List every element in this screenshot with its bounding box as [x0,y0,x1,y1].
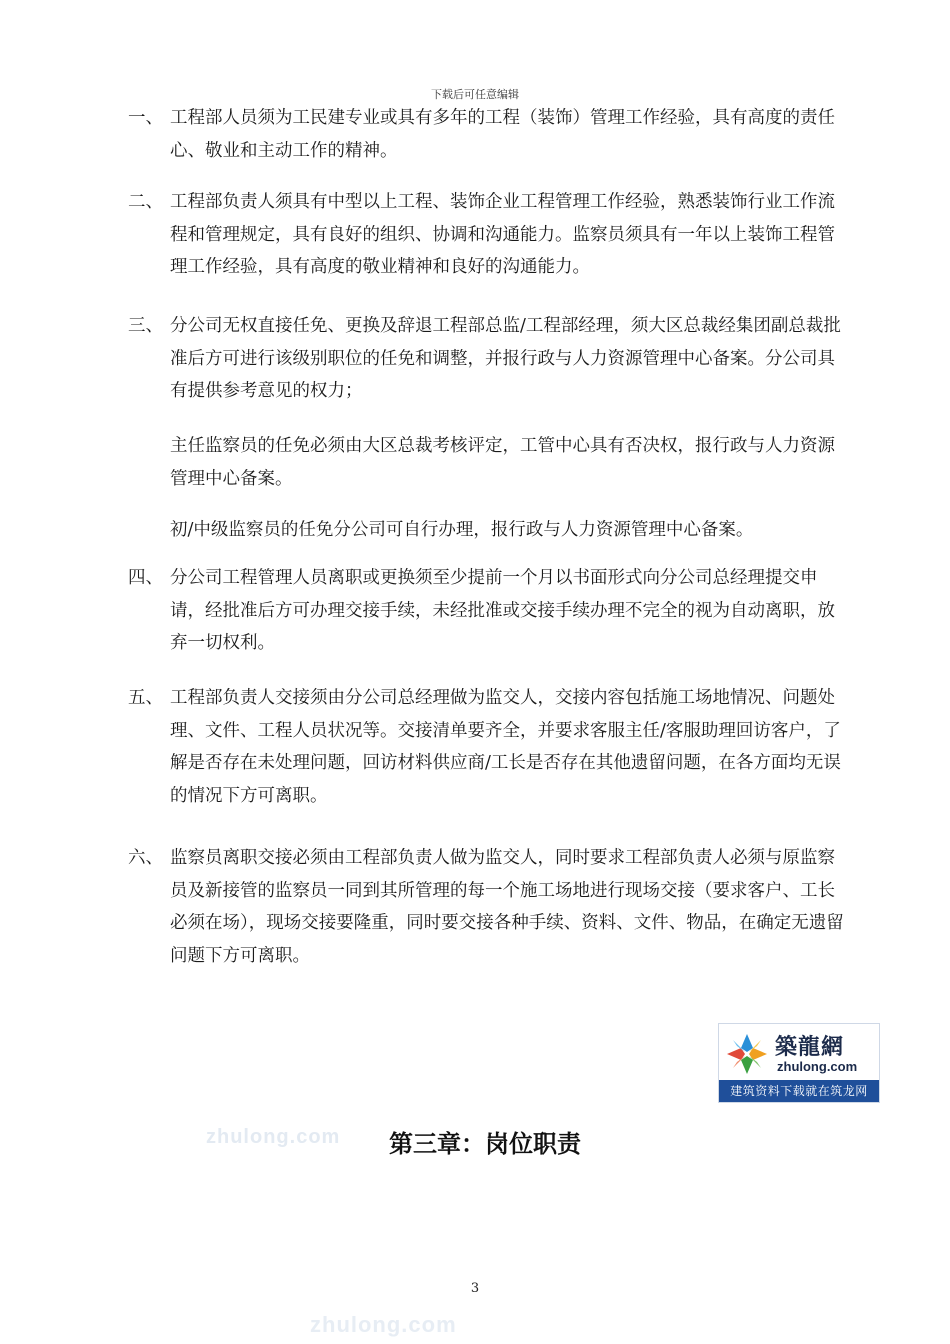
list-item [128,102,848,167]
logo-name: 築龍網 [775,1035,845,1060]
item-text: 分公司工程管理人员离职或更换须至少提前一个月以书面形式向分公司总经理提交申请，经批准后方可办理交接手续，未经批准或交接手续办理不完全的视为自动离职，放弃一切权利。 [170,568,835,653]
page-number: 3 [470,1281,480,1296]
sub-paragraph: 主任监察员的任免必须由大区总裁考核评定，工管中心具有否决权，报行政与人力资源管理中心备案。 [170,436,835,489]
item-number: 一、 [128,108,163,128]
item-number: 五、 [128,688,163,708]
list-item [128,186,848,284]
zhulong-mark-icon [725,1032,769,1076]
list-item [128,310,848,408]
item-text: 监察员离职交接必须由工程部负责人做为监交人，同时要求工程部负责人必须与原监察员及新接管的监察员一同到其所管理的每一个施工场地进行现场交接（要求客户、工长必须在场），现场交接要隆重，同时要交接各种手续、资料、文件、物品，在确定无遗留问题下方可离职。 [170,848,844,966]
logo-domain: zhulong.com [777,1059,858,1074]
list-item [128,682,848,812]
header-note: 下载后可任意编辑 [431,88,519,101]
item-text: 工程部负责人须具有中型以上工程、装饰企业工程管理工作经验，熟悉装饰行业工作流程和管理规定，具有良好的组织、协调和沟通能力。监察员须具有一年以上装饰工程管理工作经验，具有高度的敬业精神和良好的沟通能力。 [170,192,835,277]
watermark: zhulong.com [310,1312,457,1337]
zhulong-logo [718,1023,880,1103]
item-number: 四、 [128,568,163,588]
sub-paragraph: 初/中级监察员的任免分公司可自行办理，报行政与人力资源管理中心备案。 [170,520,754,540]
item-number: 二、 [128,192,163,212]
list-item [128,842,848,972]
watermark: zhulong.com [206,1126,341,1148]
item-number: 三、 [128,316,163,336]
list-item [128,562,848,660]
item-text: 工程部负责人交接须由分公司总经理做为监交人，交接内容包括施工场地情况、问题处理、文件、工程人员状况等。交接清单要齐全，并要求客服主任/客服助理回访客户，了解是否存在未处理问题，回访材料供应商/工长是否存在其他遗留问题，在各方面均无误的情况下方可离职。 [170,688,841,806]
item-text: 工程部人员须为工民建专业或具有多年的工程（装饰）管理工作经验，具有高度的责任心、敬业和主动工作的精神。 [170,108,835,161]
chapter-title: 第三章：岗位职责 [389,1130,581,1158]
logo-tagline: 建筑资料下载就在筑龙网 [719,1080,879,1102]
item-number: 六、 [128,848,163,868]
item-text: 分公司无权直接任免、更换及辞退工程部总监/工程部经理，须大区总裁经集团副总裁批准后方可进行该级别职位的任免和调整，并报行政与人力资源管理中心备案。分公司具有提供参考意见的权力； [170,316,841,401]
